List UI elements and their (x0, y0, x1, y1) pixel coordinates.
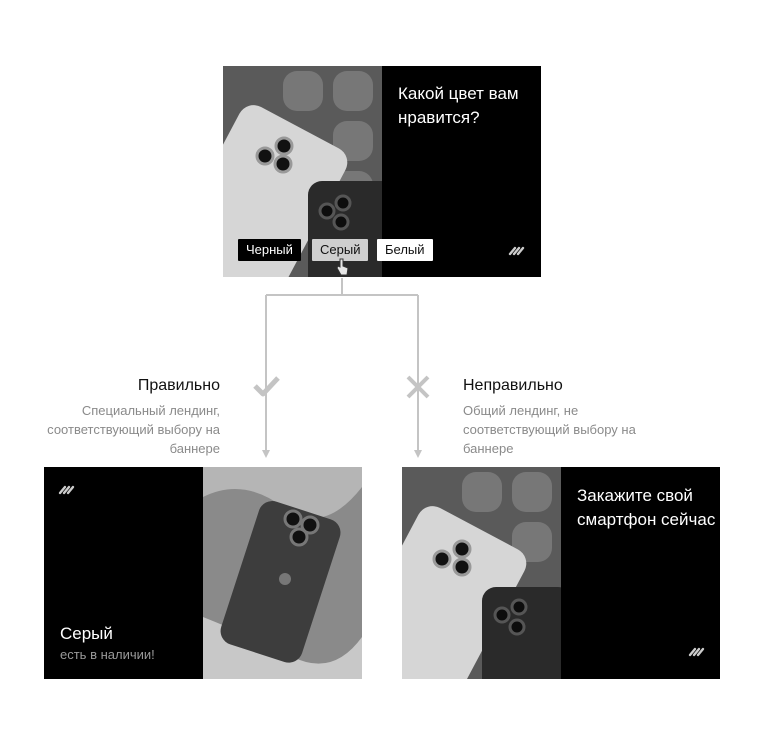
wrong-description: Общий лендинг, не соответствующий выбору на баннере (463, 403, 636, 456)
choice-black-button[interactable]: Черный (238, 239, 301, 261)
cross-icon (408, 377, 428, 397)
color-title: Серый (60, 624, 113, 643)
choice-white-button[interactable]: Белый (377, 239, 433, 261)
brand-logo-icon (688, 645, 706, 659)
generic-landing-banner (402, 467, 720, 679)
gray-phone-photo (203, 467, 362, 679)
correct-heading: Правильно (137, 377, 220, 394)
banner-question: Какой цвет вам нравится? (398, 84, 519, 127)
check-icon (255, 378, 278, 394)
order-cta-text: Закажите свой смартфон сейчас (577, 486, 716, 529)
availability-text: есть в наличии! (60, 647, 155, 662)
wrong-heading: Неправильно (463, 377, 563, 394)
arrow-down-icon (414, 450, 422, 458)
correct-landing-banner (44, 467, 362, 679)
phones-photo (402, 467, 561, 679)
arrow-down-icon (262, 450, 270, 458)
choice-gray-button[interactable]: Серый (312, 239, 368, 261)
brand-logo-icon (508, 244, 526, 258)
pointer-hand-icon (335, 258, 349, 276)
color-choice-banner (223, 66, 541, 277)
brand-logo-icon (58, 483, 76, 497)
correct-description: Специальный лендинг, соответствующий выбору на баннере (47, 403, 220, 456)
